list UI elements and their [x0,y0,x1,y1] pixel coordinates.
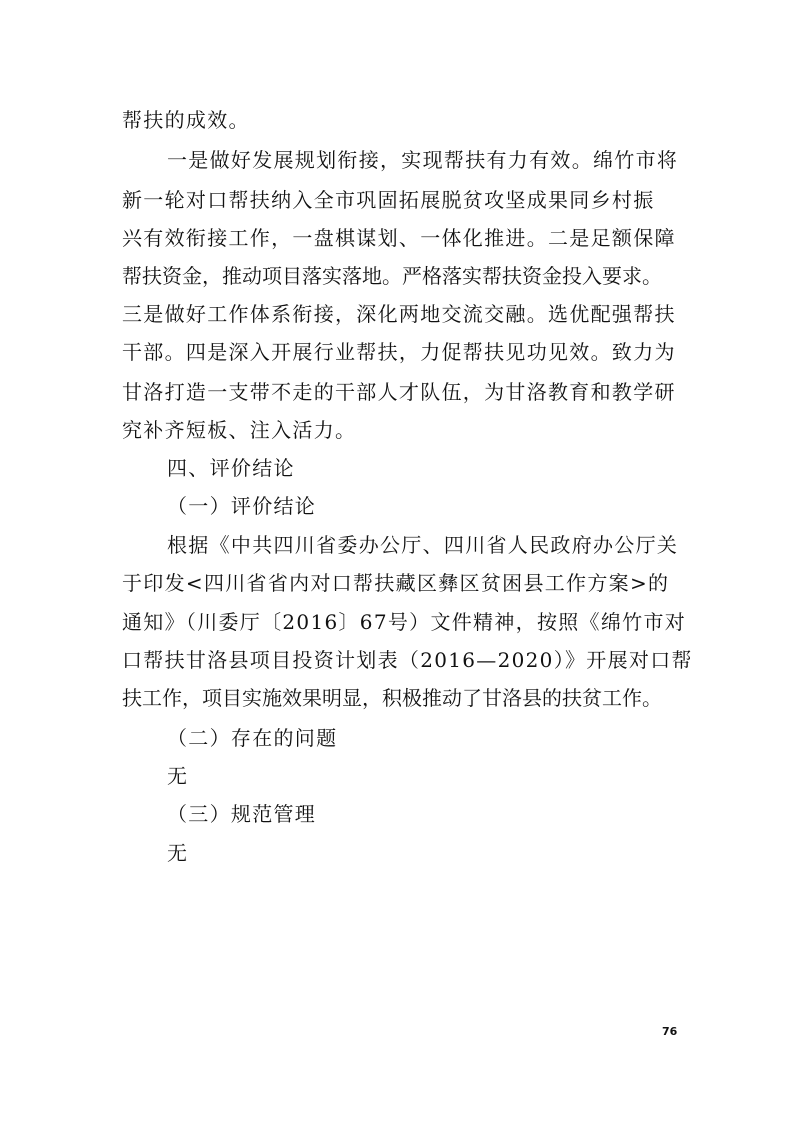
paragraph-line: 通知》（川委厅〔2016〕67号）文件精神，按照《绵竹市对 [122,610,687,634]
subsection-heading: （三）规范管理 [167,802,317,826]
paragraph-line: 无 [167,764,189,788]
paragraph-line: 帮扶资金，推动项目落实落地。严格落实帮扶资金投入要求。 [122,264,662,288]
paragraph-line: 无 [167,841,189,865]
paragraph-line: 根据《中共四川省委办公厅、四川省人民政府办公厅关 [167,533,679,557]
paragraph-line: 甘洛打造一支带不走的干部人才队伍，为甘洛教育和教学研 [122,380,676,404]
paragraph-line: 一是做好发展规划衔接，实现帮扶有力有效。绵竹市将 [167,148,679,172]
paragraph-line: 扶工作，项目实施效果明显，积极推动了甘洛县的扶贫工作。 [122,686,662,710]
paragraph-line: 干部。四是深入开展行业帮扶，力促帮扶见功见效。致力为 [122,340,676,364]
paragraph-line: 帮扶的成效。 [122,108,250,132]
paragraph-line: 于印发<四川省省内对口帮扶藏区彝区贫困县工作方案>的 [122,571,670,595]
subsection-heading: （一）评价结论 [167,494,317,518]
paragraph-line: 口帮扶甘洛县项目投资计划表（2016—2020）》开展对口帮 [122,648,693,672]
paragraph-line: 究补齐短板、注入活力。 [122,418,357,442]
paragraph-line: 兴有效衔接工作，一盘棋谋划、一体化推进。二是足额保障 [122,226,676,250]
subsection-heading: （二）存在的问题 [167,726,338,750]
paragraph-line: 三是做好工作体系衔接，深化两地交流交融。选优配强帮扶 [122,302,676,326]
section-heading: 四、评价结论 [167,456,295,480]
page-number: 76 [662,1025,678,1038]
paragraph-line: 新一轮对口帮扶纳入全市巩固拓展脱贫攻坚成果同乡村振 [122,188,655,212]
